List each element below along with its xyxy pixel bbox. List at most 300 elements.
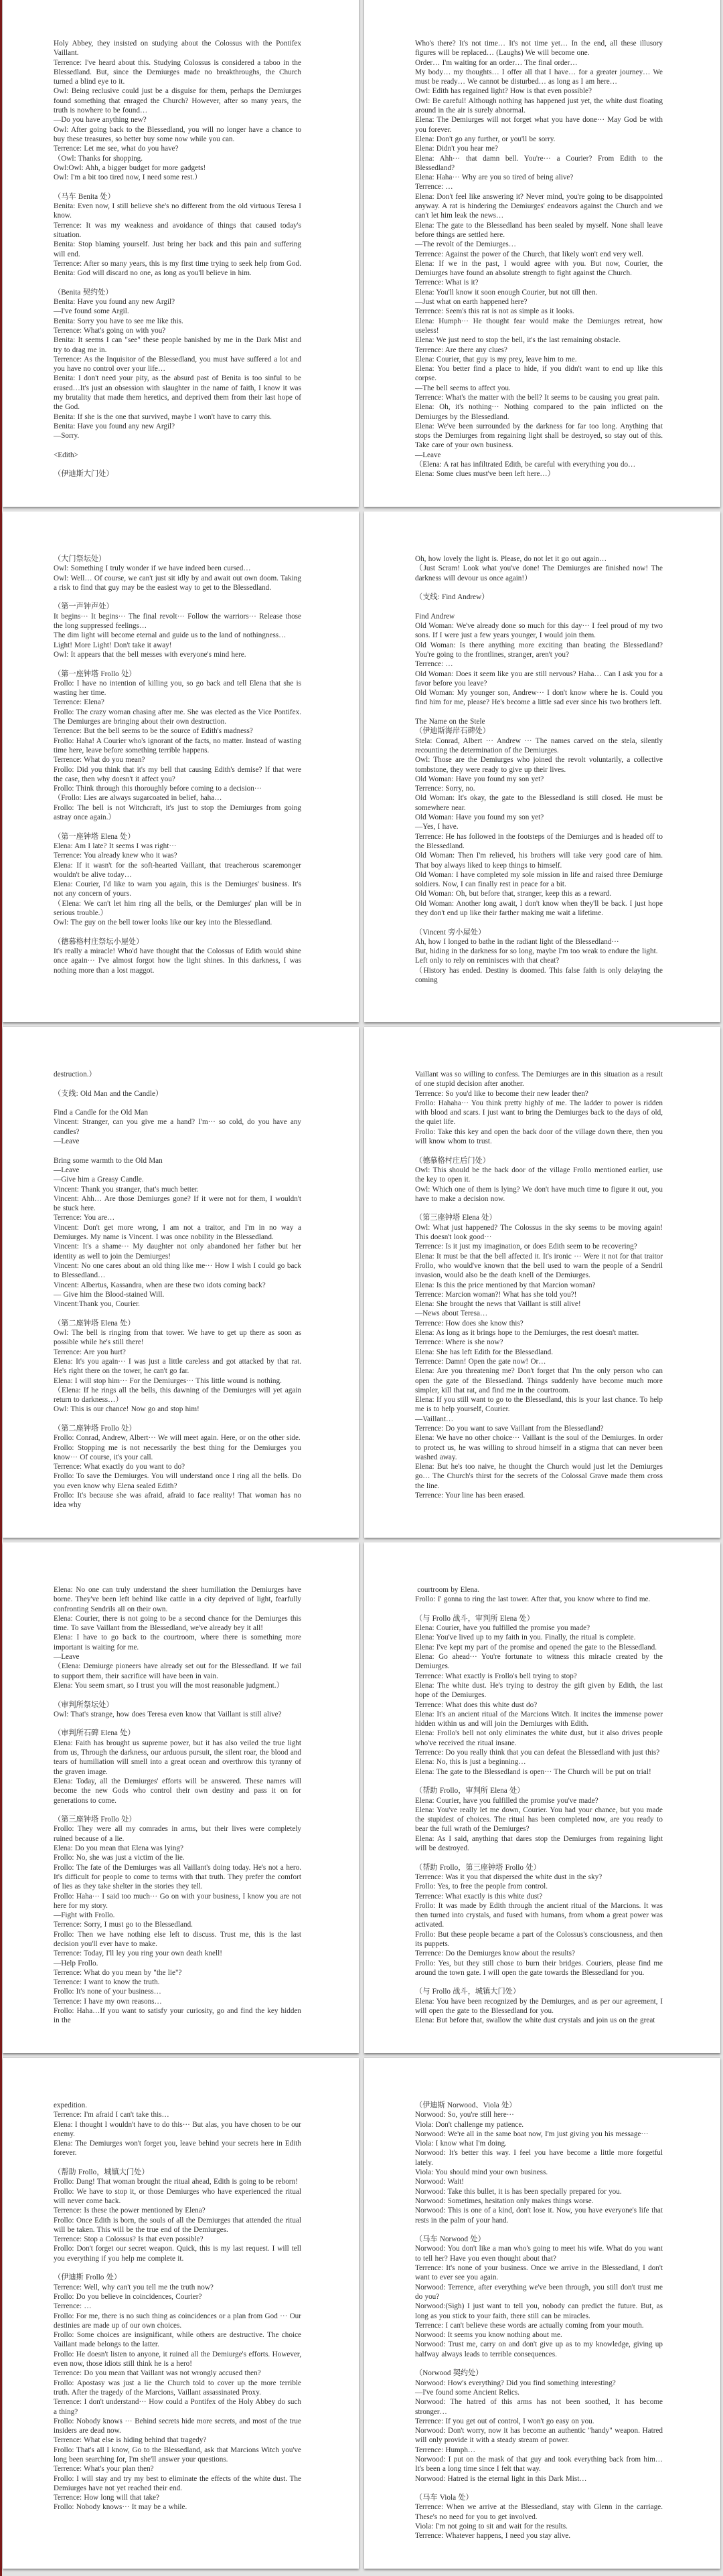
paragraph: Terrence: Do the Demiurges know about the results? [415, 1949, 575, 1958]
paragraph: Norwood: Sometimes, hesitation only makes things worse. [415, 2196, 594, 2205]
paragraph: Elena: Don't go any further, or you'll be sorry. [415, 135, 556, 143]
paragraph: Elena: I will stop him··· For the Demiurges··· This little wound is nothing. [54, 1376, 282, 1385]
paragraph: Elena: I thought I wouldn't have to do this··· But alas, you have chosen to be our enemy. [54, 2120, 301, 2138]
paragraph: Owl: The guy on the bell tower looks like our key into the Blessedland. [54, 918, 272, 927]
paragraph: —Sorry. [54, 432, 80, 440]
page-row-3 [0, 1027, 723, 1538]
paragraph: Elena: She brought the news that Vaillant is still alive! [415, 1300, 581, 1309]
paragraph: Elena: No one can truly understand the sheer humiliation the Demiurges have borne. They've been left behind like cattle in a city deprived of light, fearfully confronting Sendrils all on their own. [54, 1586, 301, 1613]
paragraph: （大门祭坛处） [54, 555, 106, 563]
paragraph: Owl: Those are the Demiurges who joined the revolt voluntarily, a collective tombstone, they were ready to give up their lives. [415, 756, 663, 774]
paragraph: Elena: No, this is just a beginning… [415, 1758, 526, 1767]
blank-line [54, 1099, 301, 1108]
paragraph: Terrence: If you get out of control, I won't go easy on you. [415, 2417, 594, 2425]
paragraph: Elena: I've kept my part of the promise and opened the gate to the Blessedland. [415, 1643, 657, 1652]
paragraph: Norwood: We're all in the same boat now, I'm just giving you his message··· [415, 2129, 649, 2138]
paragraph: Left only to rely on reminisces with that cheat? [415, 957, 560, 965]
paragraph: Benita: It seems I can "see" these people banished by me in the Dark Mist and try to drag me in. [54, 336, 301, 354]
paragraph: Frollo: Apostasy was just a lie the Church told to cover up the more terrible truth. After the tragedy of the Marcions, Vaillant assassinated Proxy. [54, 2379, 301, 2397]
paragraph: （History has ended. Destiny is doomed. This false faith is only delaying the coming [415, 966, 663, 985]
paragraph: （伊迪斯 Norwood、Viola 处） [415, 2101, 517, 2109]
paragraph: Norwood: So, you're still here··· [415, 2111, 514, 2119]
paragraph: Old Woman: It's okay, the gate to the Blessedland is still closed. He must be somewhere near. [415, 794, 663, 812]
paragraph: （德慕格村庄祭坛小屋处） [54, 937, 144, 946]
paragraph: Terrence: Sorry, I must go to the Blessedland. [54, 1921, 193, 1929]
paragraph: Owl: It appears that the bell messes with everyone's mind here. [54, 650, 246, 659]
paragraph: Find a Candle for the Old Man [54, 1109, 148, 1117]
paragraph: Terrence: What do you mean by "the lie"? [54, 1968, 182, 1977]
paragraph: Elena: Oh, it's nothing··· Nothing compared to the pain inflicted on the Demiurges by the Blessedland. [415, 403, 663, 421]
document-page-8 [364, 1542, 720, 2053]
paragraph: Benita: If she is the one that survived, maybe I won't have to carry this. [54, 412, 272, 421]
paragraph: But, hiding in the darkness for so long, maybe I'm too weak to endure the light. [415, 947, 658, 956]
paragraph: —Leave [415, 451, 441, 459]
paragraph: Benita: Even now, I still believe she's no different from the old virtuous Teresa I know. [54, 202, 301, 220]
paragraph: （第一声钟声处） [54, 602, 114, 611]
paragraph: Frollo: It's because she was afraid, afraid to face reality! That woman has no idea why [54, 1492, 301, 1510]
paragraph: Frollo: Take this key and open the back door of the village down there, then you will know whom to trust. [415, 1127, 663, 1146]
paragraph: Benita: Stop blaming yourself. Just bring her back and this pain and suffering will end. [54, 240, 301, 258]
blank-line [54, 1146, 301, 1155]
paragraph: Terrence: I want to know the truth. [54, 1978, 160, 1987]
paragraph: （与 Frollo 战斗，城镇大门处） [415, 1988, 521, 1996]
paragraph: —Just what on earth happened here? [415, 298, 528, 307]
paragraph: Elena: Am I late? It seems I was right··· [54, 841, 177, 850]
paragraph: Frollo: That's all I know, Go to the Blessedland, ask that Marcions Witch you've long been searching for, I'm she'll answer your questions. [54, 2445, 301, 2464]
blank-line [415, 1146, 663, 1155]
paragraph: Viola: Don't challenge my patience. [415, 2120, 524, 2129]
paragraph: Benita: God will discard no one, as long as you'll believe in him. [54, 269, 252, 278]
paragraph: Elena: Is this the price mentioned by that Marcion woman? [415, 1281, 596, 1289]
paragraph: Elena: You've lived up to my faith in you. Finally, the ritual is complete. [415, 1633, 636, 1642]
blank-line [54, 460, 301, 469]
paragraph: Vincent: Ahh… Are those Demiurges gone? If it were not for them, I wouldn't be stuck here. [54, 1194, 301, 1213]
paragraph: （马车 Benita 处） [54, 192, 115, 201]
paragraph: Norwood: It seems you know nothing about me. [415, 2331, 562, 2340]
paragraph: Terrence: As the Inquisitor of the Blessedland, you must have suffered a lot and you have no control over your life… [54, 355, 301, 374]
paragraph: （帮助 Frollo，城镇大门处） [54, 2168, 149, 2177]
paragraph: Elena: Courier, I'd like to warn you again, this is the Demiurges' business. It's not any concern of yours. [54, 880, 301, 898]
paragraph: Vincent: Thank you stranger, that's much better. [54, 1185, 199, 1194]
paragraph: Terrence: What's your plan then? [54, 2465, 154, 2474]
blank-line [54, 1079, 301, 1089]
paragraph: Terrence: I'm afraid I can't take this… [54, 2111, 169, 2119]
paragraph: Order… I'm waiting for an order… The final order… [415, 58, 578, 67]
paragraph: Vincent: Stranger, can you give me a hand? I'm··· so cold, do you have any candles? [54, 1118, 301, 1136]
paragraph: Terrence: What's the matter with the bell? It seems to be causing you great pain. [415, 393, 659, 402]
paragraph: （Frollo: Lies are always sugarcoated in belief, haha… [54, 794, 222, 803]
paragraph: Frollo: Dang! That woman brought the ritual ahead, Edith is going to be reborn! [54, 2178, 298, 2186]
paragraph: （Owl: Thanks for shopping. [54, 154, 143, 163]
paragraph: Elena: As I said, anything that dares stop the Demiurges from regaining light will be destroyed. [415, 1834, 663, 1853]
paragraph: Frollo: They were all my comrades in arms, but their lives were completely ruined because of a lie. [54, 1825, 301, 1843]
paragraph: Terrence: It's none of your business. Once we arrive in the Blessedland, I don't want to ever see you again. [415, 2264, 663, 2282]
blank-line [54, 182, 301, 191]
paragraph: Terrence: Damn! Open the gate now! Or… [415, 1357, 546, 1366]
paragraph: Elena: The gate to the Blessedland is open··· The Church will be put on trial! [415, 1767, 651, 1776]
paragraph: —I've found some Ancient Relics. [415, 2388, 519, 2397]
paragraph: Old Woman: Another long await, I don't know when they'll be back. I just hope they don't end up like their farther making me wait a lifetime. [415, 899, 663, 917]
paragraph: Frollo: Don't forget our secret weapon. Quick, this is my last request. I will tell you everything if you help me complete it. [54, 2245, 301, 2263]
paragraph: Terrence: How long will that take? [54, 2494, 159, 2502]
paragraph: （审判所祭坛处） [54, 1700, 114, 1709]
blank-line [54, 928, 301, 937]
paragraph: Viola: I know what I'm doing. [415, 2140, 507, 2148]
paragraph: Terrence: What is it? [415, 278, 479, 287]
paragraph: —The bell seems to affect you. [415, 384, 511, 392]
paragraph: Owl: After going back to the Blessedland, you will no longer have a chance to buy these treasures, so better buy some now while you can. [54, 125, 301, 143]
paragraph: Terrence: Your line has been erased. [415, 1492, 526, 1500]
paragraph: My body… my thoughts… I offer all that I have… for a greater journey… We must be ready… We cannot be disturbed… as long as I am here… [415, 68, 663, 86]
paragraph: Elena: Courier, have you fulfilled the promise you made? [415, 1624, 590, 1633]
paragraph: Terrence: But the bell seems to be the source of Edith's madness? [54, 727, 253, 736]
page-row-4 [0, 1542, 723, 2053]
paragraph: —Leave [54, 1165, 80, 1174]
document-page-2 [364, 0, 720, 507]
paragraph: Elena: Courier, that guy is my prey, leave him to me. [415, 355, 577, 364]
paragraph: Who's there? It's not time… It's not time yet… In the end, all these illusory figures will be replaced… (Laughs) We will become one. [415, 39, 663, 58]
paragraph: Frollo: Yes, to free the people from control. [415, 1882, 548, 1891]
paragraph: Owl: This is our chance! Now go and stop him! [54, 1405, 199, 1414]
paragraph: （伊迪斯海岸石碑处） [415, 727, 490, 736]
paragraph: Frollo: It's none of your business… [54, 1988, 161, 1996]
paragraph: Norwood: The hatred of this arms has not been soothed, It has become stronger… [415, 2398, 663, 2416]
paragraph: Terrence: Against the power of the Church, that likely won't end very well. [415, 250, 643, 258]
window-left-edge [0, 0, 2, 2576]
paragraph: Terrence: … [415, 183, 453, 191]
paragraph: Vincent: Don't get more wrong, I am not a traitor, and I'm in no way a Demiurges. My name is Vincent. I was once nobility in the Blessedland. [54, 1223, 301, 1242]
paragraph: Old Woman: Is there anything more exciting than beating the Blessedland? You're going to the frontlines, stranger, aren't you? [415, 641, 663, 659]
paragraph: Norwood: Wait! [415, 2178, 465, 2186]
blank-line [415, 2484, 663, 2493]
paragraph: Terrence: Elena? [54, 698, 104, 707]
paragraph: Old Woman: Does it seem like you are still nervous? Haha… Can I ask you for a favor before you leave? [415, 669, 663, 688]
paragraph: Light! More Light! Don't take it away! [54, 641, 172, 649]
paragraph: Terrence: I have my own reasons… [54, 1997, 162, 2006]
paragraph: Elena: Humph··· He thought fear would make the Demiurges retreat, how useless! [415, 317, 663, 335]
paragraph: Ah, how I longed to bathe in the radiant light of the Blessedland··· [415, 937, 619, 946]
blank-line [54, 1719, 301, 1728]
paragraph: Frollo: Do you believe in coincidences, Courier? [54, 2292, 202, 2301]
paragraph: （伊迪斯 Frollo 处） [54, 2273, 122, 2282]
paragraph: —I've found some Argil. [54, 307, 129, 316]
paragraph: Frollo: The bell is not Witchcraft, it's just to stop the Demiurges from going astray once again.） [54, 803, 301, 822]
paragraph: Frollo: For me, there is no such thing as coincidences or a plan from God ··· Our destinies are made up of our own choices. [54, 2312, 301, 2330]
paragraph: Terrence: Today, I'll ley you ring your own death knell! [54, 1949, 222, 1958]
paragraph: Frollo: Yes, but they still chose to burn their bridges. Couriers, please find me around the town gate. I will open the gate towards the Blessedland for you. [415, 1959, 663, 1977]
paragraph: —The revolt of the Demiurges… [415, 240, 516, 249]
paragraph: Frollo: The crazy woman chasing after me. She was elected as the Vice Pontifex. The Demiurges are bringing about their own destruction. [54, 708, 301, 726]
paragraph: （Just Scram! Look what you've done! The Demiurges are finished now! The darkness will devour us once again!） [415, 564, 663, 582]
paragraph: （Elena: A rat has infiltrated Edith, be careful with everything you do… [415, 461, 636, 469]
paragraph: Elena: Haha··· Why are you so tired of being alive? [415, 173, 574, 182]
paragraph: Frollo: Haha…If you want to satisfy your curiosity, go and find the key hidden in the [54, 2007, 301, 2025]
paragraph: Elena: Today, all the Demiurges' efforts will be answered. These names will become the new Gods who control their own destiny and pass it on for generations to come. [54, 1777, 301, 1805]
paragraph: Vaillant was so willing to confess. The Demiurges are in this situation as a result of one stupid decision after another. [415, 1070, 663, 1089]
paragraph: Elena: We've been surrounded by the darkness for far too long. Anything that stops the Demiurges from regaining light shall be destroyed, so stay out of this. Take care of your own business. [415, 422, 663, 450]
paragraph: Terrence: He has followed in the footsteps of the Demiurges and is headed off to the Blessedland. [415, 832, 663, 850]
paragraph: —Help Frollo. [54, 1959, 98, 1967]
paragraph: Norwood:(Sigh) I just want to tell you, nobody can predict the future. But, as long as you stick to your faith, there still can be miracles. [415, 2302, 663, 2320]
paragraph: Norwood: Hatred is the eternal light in this Dark Mist… [415, 2474, 587, 2483]
paragraph: （伊迪斯大门处） [54, 470, 114, 479]
paragraph: Elena: You've really let me down, Courier. You had your chance, but you made the stupidest of choices. The ritual has been completed now, are you ready to bear the full wrath of the Demiurges? [415, 1805, 663, 1834]
paragraph: Benita: Have you found any new Argil? [54, 422, 175, 430]
paragraph: （第二座钟塔 Elena 处） [54, 1319, 135, 1327]
paragraph: Benita: I don't need your pity, as the absurd past of Benita is too sinful to be erased…It's just an obsession with slaughter in the name of faith, I know it was my brutality that made them heretics, and deprived them from their last hope of the God. [54, 374, 301, 412]
paragraph: Frollo: Nobody knows ··· Behind secrets hide more secrets, and most of the true insiders are dead now. [54, 2417, 301, 2435]
paragraph: Terrence: What else is hiding behind that tragedy? [54, 2436, 207, 2445]
paragraph: （马车 Norwood 处） [415, 2235, 485, 2244]
paragraph: Norwood: I put on the mask of that guy and took everything back from him… It's been a long time since I felt that way. [415, 2455, 663, 2474]
paragraph: Elena: Frollo's bell not only eliminates the white dust, but it also drives people who've received the ritual insane. [415, 1729, 663, 1747]
paragraph: Terrence: It was my weakness and avoidance of things that caused today's situation. [54, 221, 301, 239]
paragraph: — Give him the Blood-stained Will. [54, 1290, 165, 1299]
paragraph: destruction.） [54, 1070, 96, 1078]
paragraph: Elena: Courier, there is not going to be a second chance for the Demiurges this time. To save Vaillant from the Blessedland, we've already bey it all! [54, 1614, 301, 1633]
paragraph: （支线: Old Man and the Candle） [54, 1089, 163, 1098]
paragraph: Norwood: Terrence, after everything we've been through, you still don't trust me do you? [415, 2283, 663, 2301]
paragraph: Terrence: … [54, 2302, 92, 2311]
paragraph: Terrence: I don't understand··· How could a Pontifex of the Holy Abbey do such a thing? [54, 2398, 301, 2416]
paragraph: Elena: Ahh··· that damn bell. You're··· a Courier? From Edith to the Blessedland? [415, 154, 663, 172]
paragraph: It's really a miracle! Who'd have thought that the Colossus of Edith would shine once again··· I've almost forgot how the light shines. In this darkness, I was nothing more than a lost maggot. [54, 947, 301, 975]
blank-line [54, 2263, 301, 2273]
paragraph: Elena: The Demiurges won't forget you, leave behind your secrets here in Edith forever. [54, 2140, 301, 2158]
paragraph: Owl: Being reclusive could just be a disguise for them, perhaps the Demiurges found something that enraged the Church? However, after so many years, the truth is nowhere to be found… [54, 87, 301, 115]
paragraph: Old Woman: My younger son, Andrew··· I don't know where he is. Could you find him for me, please? He's become a little sad ever since his two brothers left. [415, 689, 663, 707]
blank-line [415, 583, 663, 592]
paragraph: Old Woman: We've already done so much for this day··· I feel proud of my two sons. If I were just a few years younger, I would join them. [415, 622, 663, 640]
paragraph: Holy Abbey, they insisted on studying about the Colossus with the Pontifex Vaillant. [54, 39, 301, 58]
paragraph: Terrence: What do you mean? [54, 756, 145, 764]
paragraph: Old Woman: Have you found my son yet? [415, 775, 544, 783]
paragraph: Frollo: I have no intention of killing you, so go back and tell Elena that she is wasting her time. [54, 679, 301, 698]
paragraph: Terrence: Seem's this rat is not as simple as it looks. [415, 307, 574, 316]
paragraph: Vincent: Albertus, Kassandra, when are these two idots coming back? [54, 1281, 266, 1289]
paragraph: Terrence: What exactly is Frollo's bell trying to stop? [415, 1672, 577, 1680]
document-page-3 [3, 511, 359, 1022]
paragraph: Frollo: Once Edith is born, the souls of all the Demiurges that attended the ritual will be taken. This will be the true end of the Demiurges. [54, 2216, 301, 2234]
paragraph: Elena: Do you mean that Elena was lying? [54, 1844, 183, 1853]
paragraph: Bring some warmth to the Old Man [54, 1156, 163, 1165]
paragraph: Terrence: You are… [54, 1214, 115, 1222]
paragraph: Elena: Didn't you hear me? [415, 145, 498, 153]
paragraph: Vincent:Thank you, Courier. [54, 1300, 140, 1309]
paragraph: Terrence: Humph… [415, 2445, 476, 2454]
paragraph: Terrence: Are there any clues? [415, 345, 507, 354]
paragraph: Frollo: Think through this thoroughly before coming to a decision··· [54, 785, 262, 793]
document-page-6 [364, 1027, 720, 1538]
blank-line [54, 1690, 301, 1700]
document-page-7 [3, 1542, 359, 2053]
blank-line [415, 1204, 663, 1213]
paragraph: （德慕格村庄后门处） [415, 1156, 490, 1165]
paragraph: —Give him a Greasy Candle. [54, 1176, 144, 1184]
blank-line [415, 1853, 663, 1862]
blank-line [54, 1309, 301, 1318]
paragraph: （与 Frollo 战斗，审判所 Elena 处） [415, 1614, 534, 1623]
paragraph: Frollo: The fate of the Demiurges was all Vaillant's doing today. He's not a hero. It's difficult for people to come to terms with that truth. They prefer the comfort of lies as they take shelter in the stories they tell. [54, 1863, 301, 1891]
paragraph: Frollo: Haha··· I said too much··· Go on with your business, I know you are not here for my story. [54, 1892, 301, 1910]
paragraph: （支线: Find Andrew） [415, 593, 489, 602]
paragraph: Elena: Faith has brought us supreme power, but it has also veiled the true light from us, Through the darkness, our arduous pursuit, the silent roar, the blood and tears of humiliation will smell into a great ocean and overthrow this tyranny of the graven image. [54, 1739, 301, 1776]
paragraph: Benita: Sorry you have to see me like this. [54, 317, 183, 325]
paragraph: Owl: What just happened? The Colossus in the sky seems to be moving again! This doesn't look good··· [415, 1223, 663, 1242]
paragraph: （Elena: We can't let him ring all the bells, or the Demiurges' plan will be in serious trouble.） [54, 899, 301, 917]
paragraph: Norwood: You don't like a man who's going to meet his wife. What do you want to tell her? Have you even thought about that? [415, 2245, 663, 2263]
blank-line [54, 1805, 301, 1815]
paragraph: （审判所石碑 Elena 处） [54, 1729, 135, 1738]
paragraph: Terrence: What exactly do you want to do? [54, 1463, 185, 1471]
paragraph: Norwood: How's everything? Did you find something interesting? [415, 2379, 616, 2387]
paragraph: Terrence: Was it you that dispersed the white dust in the sky? [415, 1872, 602, 1881]
blank-line [415, 2225, 663, 2235]
paragraph: The dim light will become eternal and guide us to the land of nothingness… [54, 631, 287, 640]
document-page-9 [3, 2058, 359, 2569]
paragraph: Stela: Conrad, Albert ··· Andrew ··· The names carved on the stela, silently recounting the determination of the Demiurges. [415, 736, 663, 754]
paragraph: Frollo: Hahaha··· You think pretty highly of me. The ladder to power is ridden with blood and scars. I just want to bring the Demiurges back to the days of old, the quiet life. [415, 1099, 663, 1127]
paragraph: Elena: It's an ancient ritual of the Marcions Witch. It incites the immense power hidden within us and will join the Demiurges with Edith. [415, 1710, 663, 1728]
paragraph: <Edith> [54, 451, 78, 459]
paragraph: —Leave [54, 1653, 80, 1662]
paragraph: Old Woman: Then I'm relieved, his brothers will take very good care of him. That boy always liked to keep things to himself. [415, 852, 663, 870]
blank-line [415, 708, 663, 717]
paragraph: —Do you have anything new? [54, 116, 147, 125]
paragraph: Terrence: Are you hurt? [54, 1348, 126, 1356]
paragraph: （Benita 契约处） [54, 288, 113, 297]
paragraph: Elena: It must be that the bell affected it. It's ironic ··· Were it not for that traitor Frollo, who would've known that the bell used to warn the people of a Sendril invasion, would also be the death knell of the Demiurges. [415, 1252, 663, 1280]
paragraph: Terrence: Is these the power mentioned by Elena? [54, 2206, 206, 2215]
blank-line [415, 1777, 663, 1786]
paragraph: Terrence: Whatever happens, I need you stay alive. [415, 2532, 571, 2541]
page-row-1 [0, 0, 723, 507]
paragraph: （第二座钟塔 Frollo 处） [54, 1424, 137, 1433]
paragraph: Elena: We have no other choice··· Vaillant is the soul of the Demiurges. In order to protect us, he was willing to shroud himself in a stigma that can never been washed away. [415, 1434, 663, 1461]
paragraph: Elena: But he's too naive, he thought the Church would just let the Demiurges go… The Church's thirst for the secrets of the Colossal Grave made them cross the line. [415, 1463, 663, 1490]
paragraph: Frollo: It was made by Edith through the ancient ritual of the Marcions. It was then turned into crystals, and fused with humans, from whom a great power was activated. [415, 1901, 663, 1929]
paragraph: Elena: But before that, swallow the white dust crystals and join us on the great [415, 2016, 655, 2025]
paragraph: —Vaillant… [415, 1415, 454, 1423]
paragraph: Elena: I have to go back to the courtroom, where there is something more important is waiting for me. [54, 1633, 301, 1652]
paragraph: （帮助 Frollo，审判所 Elena 处） [415, 1787, 525, 1795]
paragraph: （Vincent 旁小屋处） [415, 928, 486, 937]
paragraph: Terrence: … [415, 660, 453, 669]
paragraph: （帮助 Frollo，第三座钟塔 Frollo 处） [415, 1863, 541, 1872]
paragraph: Terrence: So you'd like to become their new leader then? [415, 1089, 588, 1098]
paragraph: Frollo: Then we have nothing else left to discuss. Trust me, this is the last decision you'll ever have to make. [54, 1930, 301, 1948]
blank-line [54, 592, 301, 602]
paragraph: Elena: She has left Edith for the Blessedland. [415, 1348, 554, 1356]
paragraph: Norwood: It's better this way. I feel you have become a little more forgetful lately. [415, 2149, 663, 2167]
paragraph: Terrence: Where is she now? [415, 1338, 503, 1347]
blank-line [54, 822, 301, 831]
paragraph: Elena: Some clues must've been left here…） [415, 470, 555, 479]
paragraph: （第三座钟塔 Elena 处） [415, 1214, 497, 1222]
paragraph: Frollo: We have to stop it, or those Demiurges who have experienced the ritual will never come back. [54, 2187, 301, 2205]
blank-line [415, 1978, 663, 1987]
blank-line [54, 278, 301, 287]
paragraph: Owl: This should be the back door of the village Frollo mentioned earlier, use the key to open it. [415, 1165, 663, 1184]
document-page-10 [364, 2058, 720, 2569]
paragraph: （第一座钟塔 Frollo 处） [54, 669, 137, 678]
blank-line [415, 918, 663, 927]
paragraph: Frollo: Nobody knows··· It may be a while. [54, 2503, 187, 2512]
paragraph: Norwood: Don't worry, now it has become an authentic "handy" weapon. Hatred will only provide it with a steady stream of power. [415, 2427, 663, 2445]
paragraph: Owl: Well… Of course, we can't just sit idly by and await out own doom. Taking a risk to find that guy may be the easiest way to get to the Blessedland. [54, 574, 301, 592]
paragraph: Terrence: You already knew who it was? [54, 852, 177, 860]
paragraph: Owl:Owl: Ahh, a bigger budget for more gadgets! [54, 163, 206, 172]
paragraph: Terrence: What does this white dust do? [415, 1700, 538, 1709]
paragraph: Terrence: After so many years, this is my first time trying to seek help from God. [54, 259, 301, 268]
paragraph: Elena: We just need to stop the bell, it's the last remaining obstacle. [415, 336, 621, 345]
paragraph: Terrence: How does she know this? [415, 1319, 524, 1327]
paragraph: Terrence: Do you mean that Vaillant was not wrongly accused then? [54, 2369, 261, 2378]
paragraph: Norwood: This is one of a kind, don't lose it. Now, you have everyone's life that rests in the palm of your hand. [415, 2206, 663, 2225]
blank-line [54, 1415, 301, 1424]
paragraph: Terrence: Sorry, no. [415, 785, 475, 793]
paragraph: Owl: The bell is ringing from that tower. We have to get up there as soon as possible while he's still there! [54, 1329, 301, 1347]
paragraph: Norwood: Trust me, carry on and don't give up as to my knowledge, giving up halfway always leads to terrible consequences. [415, 2340, 663, 2358]
paragraph: Elena: Are you threatening me? Don't forget that I'm the only person who can open the gate of the Blessedland. Things suddenly have become much more simpler, kill that rat, and find me in the courtroom. [415, 1367, 663, 1394]
paragraph: Frollo: Stopping me is not necessarily the best thing for the Demiurges you know··· Of course, it's your call. [54, 1443, 301, 1461]
paragraph: Elena: Courier, have you fulfilled the promise you've made? [415, 1796, 598, 1805]
paragraph: Terrence: Do you want to save Vaillant from the Blessedland? [415, 1424, 604, 1433]
paragraph: Frollo: I will stay and try my best to eliminate the effects of the white dust. The Demiurges have not yet reached their end. [54, 2474, 301, 2492]
paragraph: （Elena: If he rings all the bells, this dawning of the Demiurges will yet again return to darkness…） [54, 1386, 301, 1404]
paragraph: （第三座钟塔 Frollo 处） [54, 1816, 137, 1824]
paragraph: Elena: The Demiurges will not forget what you have done··· May God be with you forever. [415, 116, 663, 134]
paragraph: Owl: I'm a bit too tired now, I need some rest.） [54, 173, 202, 182]
page-row-5 [0, 2058, 723, 2569]
paragraph: Terrence: When we arrive at the Blessedland, stay with Glenn in the carriage. These's no need for you to get involved. [415, 2503, 663, 2521]
blank-line [54, 440, 301, 450]
paragraph: Elena: If it wasn't for the soft-hearted Vaillant, that treacherous scaremonger wouldn't be alive today… [54, 861, 301, 879]
paragraph: （Elena: Demiurge pioneers have already set out for the Blessedland. If we fail to support them, their sacrifice will have been in vain. [54, 1662, 301, 1680]
paragraph: Find Andrew [415, 612, 455, 621]
paragraph: Owl: Which one of them is lying? We don't have much time to figure it out, you have to make a decision now. [415, 1185, 663, 1203]
paragraph: Terrence: Stop a Colossus? Is that even possible? [54, 2235, 204, 2244]
paragraph: Terrence: Is it just my imagination, or does Edith seem to be recovering? [415, 1242, 637, 1251]
paragraph: Terrence: Let me see, what do you have? [54, 145, 179, 153]
paragraph: Elena: As long as it brings hope to the Demiurges, the rest doesn't matter. [415, 1329, 639, 1338]
paragraph: The Name on the Stele [415, 718, 485, 726]
document-page-4 [364, 511, 720, 1022]
paragraph: Terrence: I can't believe these words are actually coming from your mouth. [415, 2321, 644, 2330]
paragraph: Terrence: Well, why can't you tell me the truth now? [54, 2283, 214, 2291]
paragraph: Terrence: What's going on with you? [54, 326, 166, 335]
paragraph: Frollo: To save the Demiurges. You will understand once I ring all the bells. Do you even know why Elena sealed Edith? [54, 1472, 301, 1490]
paragraph: （Norwood 契约处） [415, 2369, 483, 2378]
paragraph: Elena: You seem smart, so I trust you will the most reasonable judgment.） [54, 1681, 284, 1690]
document-page-5 [3, 1027, 359, 1538]
paragraph: Terrence: Do you really think that you can defeat the Blessedland with just this? [415, 1749, 660, 1757]
paragraph: Owl: Something I truly wonder if we have indeed been cursed… [54, 564, 251, 573]
paragraph: Old Woman: Have you found my son yet? [415, 813, 544, 822]
paragraph: Elena: You'll know it soon enough Courier, but not till then. [415, 288, 598, 297]
paragraph: Benita: Have you found any new Argil? [54, 298, 175, 307]
blank-line [415, 602, 663, 611]
paragraph: Norwood: Take this bullet, it is has been specially prepared for you. [415, 2187, 622, 2196]
blank-line [54, 659, 301, 669]
paragraph: Elena: If we in the past, I would agree with you. But now, Courier, the Demiurges have found an absolute strength to fight against the Church. [415, 259, 663, 278]
paragraph: Terrence: Marcion woman?! What has she told you?! [415, 1290, 577, 1299]
paragraph: Old Woman: Oh, but before that, stranger, keep this as a reward. [415, 890, 612, 898]
paragraph: Frollo: I' gonna to ring the last tower. After that, you know where to find me. [415, 1595, 651, 1604]
paragraph: Owl: That's strange, how does Teresa even know that Vaillant is still alive? [54, 1710, 282, 1718]
paragraph: Vincent: It's a shame··· My daughter not only abandoned her father but her identity as well to join the Demiurges! [54, 1242, 301, 1261]
paragraph: Frollo: He doesn't listen to anyone, it ruined all the Demiurge's efforts. However, even now, those idiots still think he is a hero! [54, 2350, 301, 2368]
